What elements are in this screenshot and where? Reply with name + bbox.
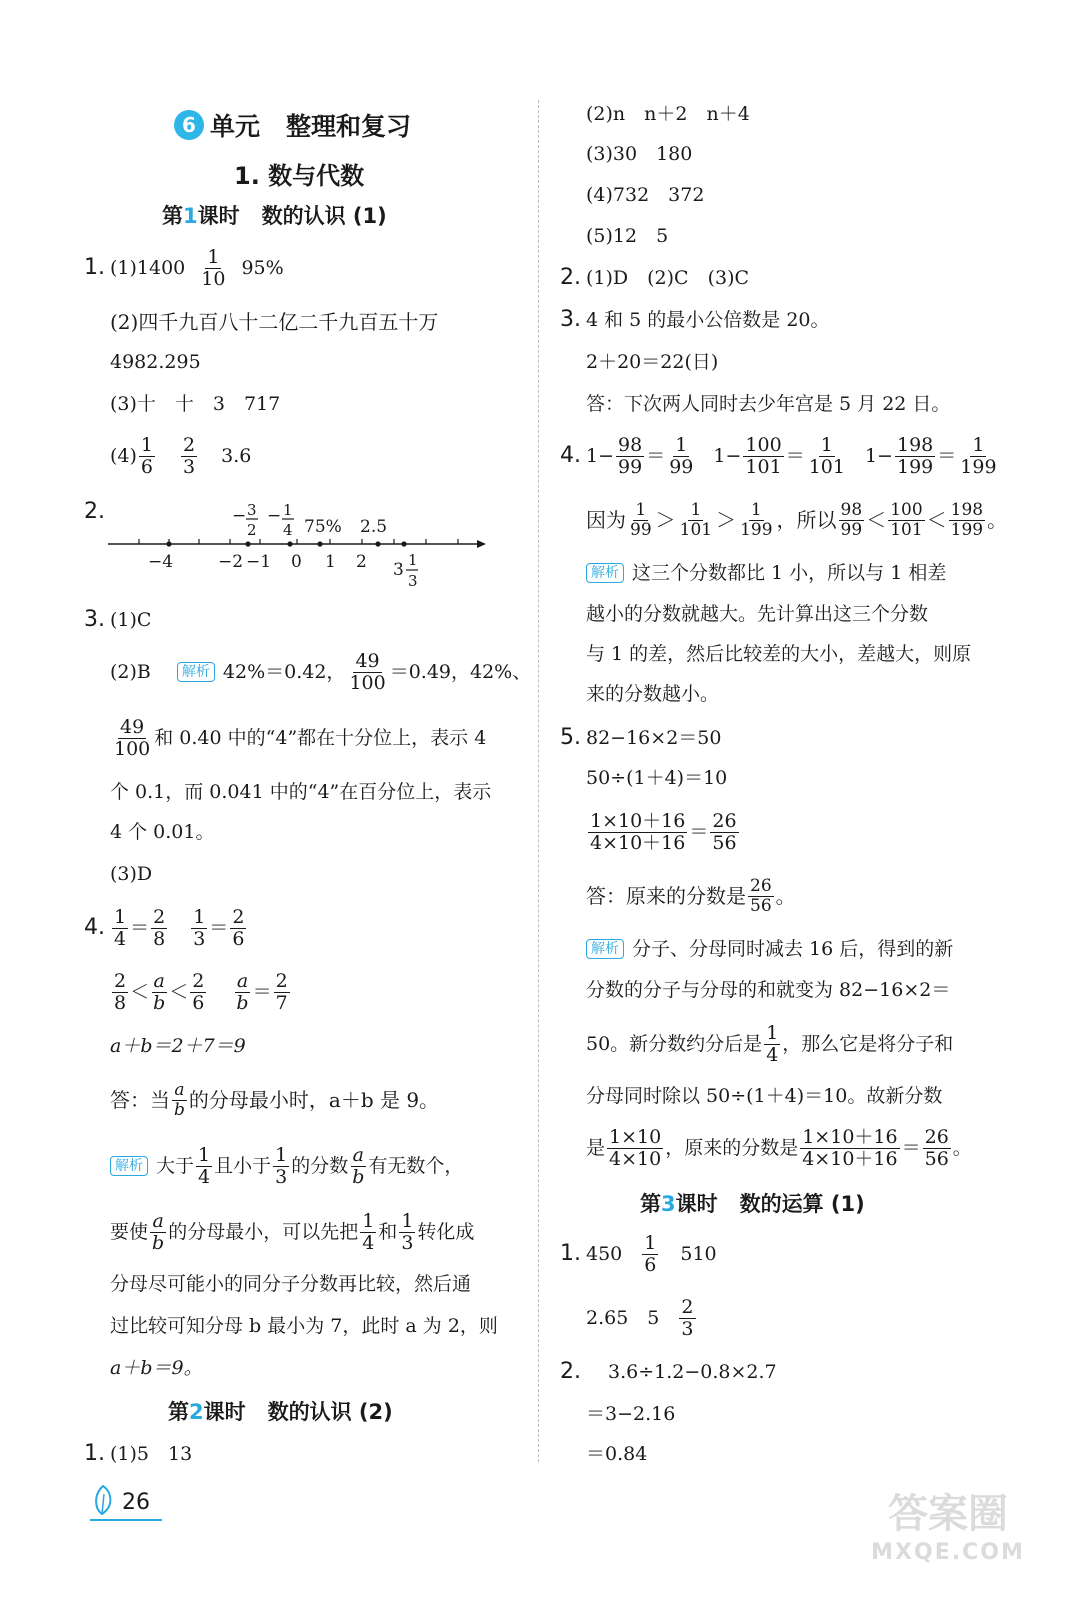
analysis-line: 要使 $\frac{a}{b}$ 的分母最小，可以先把 $\frac{1}{4}$ 和 $\frac{1}{3}$ 转化成: [110, 1209, 475, 1254]
answer-line: (1)C: [110, 609, 152, 631]
unit-heading: [174, 108, 411, 142]
answer-line: $\frac{2}{8}$ ＜ $\frac{a}{b}$ ＜ $\frac{2}{6}$ $\frac{a}{b}$ ＝ $\frac{2}{7}$: [114, 969, 288, 1014]
analysis-tag: 解析: [177, 662, 215, 682]
answer-line: $\frac{49}{100}$ 和 0.40 中的“4”都在十分位上，表示 4: [114, 715, 487, 760]
lesson-1-heading: 第1课时 数的认识 (1): [162, 204, 387, 228]
question-number: 2.: [560, 265, 581, 290]
answer-line: (3)D: [110, 863, 153, 885]
unit-title: 整理和复习: [286, 112, 412, 141]
analysis-line: 来的分数越小。: [586, 683, 720, 705]
answer-line: ＝0.84: [586, 1443, 648, 1465]
answer-line: 3.6÷1.2−0.8×2.7: [608, 1361, 777, 1383]
analysis-line: 过比较可知分母 b 最小为 7，此时 a 为 2，则: [110, 1315, 498, 1337]
analysis-tag: 解析: [586, 939, 624, 959]
page-number: 26: [122, 1490, 150, 1515]
answer-line: 1− $\frac{98}{99}$ ＝ $\frac{1}{99}$ 1− $\frac{100}{101}$ ＝ $\frac{1}{101}$ 1− $\frac{198}{199}$ ＝ $\frac{1}{199}$: [586, 433, 997, 478]
svg-text:−2: −2: [218, 552, 244, 572]
analysis-line: 解析 大于 $\frac{1}{4}$ 且小于 $\frac{1}{3}$ 的分数 $\frac{a}{b}$ 有无数个，: [110, 1142, 463, 1190]
question-number: 2.: [84, 499, 105, 524]
analysis-line: 50。新分数约分后是 $\frac{1}{4}$ ，那么它是将分子和: [586, 1021, 954, 1066]
analysis-line: 解析 分子、分母同时减去 16 后，得到的新: [586, 936, 953, 962]
point-2-5: [375, 541, 380, 546]
lesson-3-heading: 第3课时 数的运算 (1): [640, 1192, 865, 1216]
answer-line: (3)30 180: [586, 143, 693, 165]
number-line: [100, 495, 500, 590]
question-number: 4.: [84, 915, 105, 940]
question-number: 2.: [560, 1359, 581, 1384]
answer-line: 答：下次两人同时去少年宫是 5 月 22 日。: [586, 393, 951, 415]
answer-line: 4 个 0.01。: [110, 821, 215, 843]
svg-text:1: 1: [325, 552, 336, 572]
analysis-line: 分数的分子与分母的和就变为 82−16×2＝: [586, 979, 951, 1001]
svg-text:1: 1: [408, 551, 418, 569]
watermark: 答案圈 MXQE.COM: [871, 1491, 1025, 1565]
page-footer: [90, 1484, 162, 1522]
svg-text:−1: −1: [246, 552, 272, 572]
point-neg-three-halves: [245, 541, 250, 546]
point-75-percent: [317, 541, 322, 546]
point-neg-four: [166, 541, 171, 546]
answer-line: 4982.295: [110, 351, 201, 373]
svg-text:1: 1: [283, 501, 293, 519]
unit-label: 单元: [210, 112, 261, 141]
answer-line: 50÷(1＋4)＝10: [586, 767, 728, 789]
analysis-line: 解析 这三个分数都比 1 小，所以与 1 相差: [586, 560, 946, 586]
svg-text:3: 3: [247, 501, 257, 519]
answer-line: (3)十 十 3 717: [110, 393, 281, 415]
svg-text:3: 3: [408, 572, 418, 590]
question-number: 4.: [560, 443, 581, 468]
svg-text:2: 2: [356, 552, 367, 572]
svg-text:2: 2: [247, 521, 257, 539]
svg-text:4: 4: [283, 521, 293, 539]
answer-line: 答：当 $\frac{a}{b}$ 的分母最小时，a＋b 是 9。: [110, 1079, 440, 1120]
answer-line: (2)n n＋2 n＋4: [586, 103, 750, 125]
answer-line: 82−16×2＝50: [586, 727, 722, 749]
question-number: 1.: [560, 1241, 581, 1266]
svg-text:75%: 75%: [304, 517, 342, 537]
lesson-2-heading: 第2课时 数的认识 (2): [168, 1400, 393, 1424]
answer-line: (2)四千九百八十二亿二千九百五十万: [110, 310, 439, 334]
svg-text:−: −: [232, 506, 247, 526]
svg-text:3: 3: [393, 560, 404, 580]
answer-line: 2.65 5 $\frac{2}{3}$: [586, 1295, 694, 1340]
question-number: 1.: [84, 1441, 105, 1466]
answer-line: $\frac{1}{4}$ ＝ $\frac{2}{8}$ $\frac{1}{3}$ ＝ $\frac{2}{6}$: [114, 905, 245, 950]
column-divider: [538, 100, 539, 1462]
answer-line: 450 $\frac{1}{6}$ 510: [586, 1231, 717, 1276]
answer-line: (4) $\frac{1}{6}$ $\frac{2}{3}$ 3.6: [110, 433, 252, 478]
point-neg-quarter: [287, 541, 292, 546]
svg-text:2.5: 2.5: [360, 517, 388, 537]
question-number: 1.: [84, 255, 105, 280]
answer-line: 个 0.1，而 0.041 中的“4”在百分位上，表示: [110, 781, 492, 803]
answer-line: (1)5 13: [110, 1443, 193, 1465]
analysis-tag: 解析: [110, 1156, 148, 1176]
analysis-line: 越小的分数就越大。先计算出这三个分数: [586, 603, 929, 625]
leaf-icon: [90, 1484, 116, 1518]
svg-text:0: 0: [291, 552, 302, 572]
answer-line: a＋b＝2＋7＝9: [110, 1035, 246, 1057]
point-3-third: [401, 541, 406, 546]
answer-line: (1)D (2)C (3)C: [586, 267, 750, 289]
answer-line: (4)732 372: [586, 184, 705, 206]
unit-badge: 6: [174, 110, 204, 140]
analysis-line: 分母尽可能小的同分子分数再比较，然后通: [110, 1273, 472, 1295]
answer-line: 因为 $\frac{1}{99}$ ＞ $\frac{1}{101}$ ＞ $\frac{1}{199}$ ，所以 $\frac{98}{99}$ ＜ $\frac{100}{101}$ ＜ $\frac{198}{199}$ 。: [586, 499, 1008, 540]
question-number: 3.: [560, 307, 581, 332]
answer-line: (1)1400 $\frac{1}{10}$ 95%: [110, 245, 284, 290]
answer-line: $\frac{1\times 10+16}{4\times 10+16}$ ＝ $\frac{26}{56}$: [590, 809, 737, 854]
question-number: 5.: [560, 725, 581, 750]
answer-line: 2＋20＝22(日): [586, 351, 719, 373]
answer-line: (2)B 解析 42%＝0.42， $\frac{49}{100}$ ＝0.49，42%、: [110, 649, 532, 694]
answer-line: 4 和 5 的最小公倍数是 20。: [586, 309, 830, 331]
svg-text:−4: −4: [148, 552, 174, 572]
question-number: 3.: [84, 607, 105, 632]
analysis-line: 是 $\frac{1\times 10}{4\times 10}$ ，原来的分数是 $\frac{1\times 10+16}{4\times 10+16}$ ＝ $\frac{26}{56}$ 。: [586, 1125, 972, 1170]
answer-line: (5)12 5: [586, 225, 669, 247]
answer-line: 答：原来的分数是 $\frac{26}{56}$ 。: [586, 875, 796, 916]
analysis-line: 与 1 的差，然后比较差的大小，差越大，则原: [586, 643, 972, 665]
answer-line: ＝3−2.16: [586, 1403, 676, 1425]
analysis-line: 分母同时除以 50÷(1＋4)＝10。故新分数: [586, 1085, 943, 1107]
analysis-line: a＋b＝9。: [110, 1357, 203, 1379]
svg-text:−: −: [267, 506, 282, 526]
analysis-tag: 解析: [586, 563, 624, 583]
section-title: 1. 数与代数: [234, 162, 365, 190]
